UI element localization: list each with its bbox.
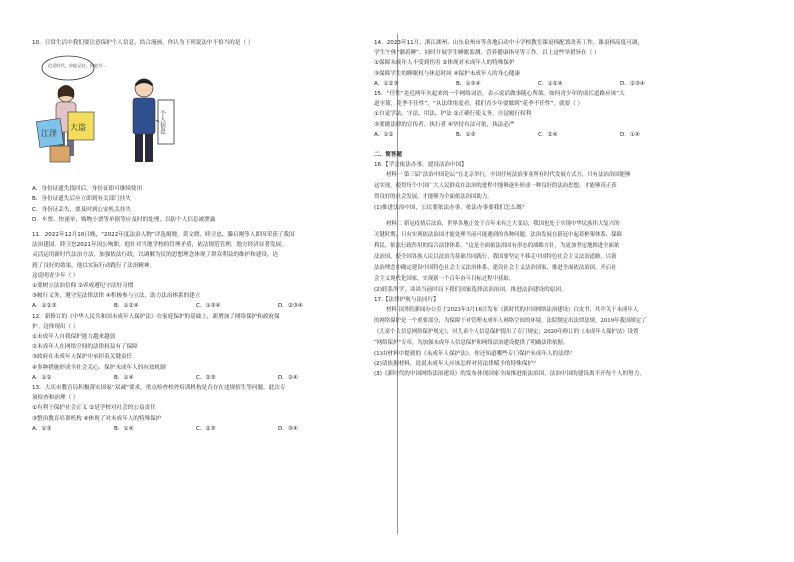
q15-options: [374, 130, 766, 140]
q17-material-line: 的网络保护是一个重要部分，为保障于对管理未成年人网络空间的环境，法院制定出法律法规。2019年我国制定了: [374, 318, 647, 325]
q12-item: ①未成年人自我保护能力越来越弱: [32, 334, 116, 341]
q12-option-a: A．①②: [32, 374, 52, 381]
q12-options: [32, 373, 360, 383]
q13-item: ③整治教育培训机构 ④体现了对未成年人的特殊保护: [32, 415, 162, 422]
left-column: [32, 38, 360, 434]
q17-material-line: “网络保护”专章，为加强未成年人信息保护和网络法治建设提供了明确法律依据。: [374, 340, 569, 347]
q12-item: ③政府在未成年人保护中承担着关键责任: [32, 354, 133, 361]
q12-item: ④多种措施形成全社会关心、保护未成年人的有效机制: [32, 364, 166, 371]
cartoon-sign-text: 个人信息: [158, 110, 166, 135]
q11-line: 灵活运用新时代法治方法，加强依法行政，以调解为民的思想理念体现了群众利益的维护和建设，达: [32, 252, 279, 259]
q16-question1: (1)推进法治中国，公民要依法办事。依法办事要我们怎么做？: [374, 205, 528, 212]
q14-item: ①保障未成年人不受到伤害 ②体现对未成年人的特殊保护: [374, 60, 515, 67]
q11-option-d: D．②③④: [278, 303, 303, 310]
q16-material1-line: 材料一 第三届“法治中国论坛”在北京举行，中国任何法治事业所有时代发展方式方，只有法治治国能够: [386, 172, 631, 179]
q17-title: 17.【法律护航与法同行】: [374, 296, 439, 303]
q16-material2-line: 会主义现代化国家，实现新一个百年奋斗目标过程中获取。: [374, 275, 515, 282]
q10-stem: 10．日常生活中我们要注意保护个人信息，结合漫画，你认为下列说法中不恰当的是（ ）: [32, 40, 254, 46]
cartoon-bag1-text: 江洋: [41, 129, 57, 139]
q14-options: [374, 79, 766, 89]
q12-option-c: C．②③: [196, 374, 216, 381]
q10-option-c: C．身份证丢失，要及时到公安机关挂失: [32, 206, 132, 213]
right-column: [374, 38, 766, 380]
q15-option-b: B．①③: [456, 131, 476, 138]
q14-option-b: B．①③④: [456, 80, 481, 87]
q14-item: ③保障学生的睡眠权与休息时间 ④保护未成年人的身心健康: [374, 70, 521, 77]
q11-line: 11．2022年12月10日晚，“2022年度法治人物”评选揭晓。黄文晓、睦卫忠、滕启刚等人即因荣获了我国: [32, 232, 295, 239]
cartoon-illustration: [32, 50, 182, 180]
q13-option-a: A．①③: [32, 425, 52, 432]
section-heading: 二、简答题: [374, 152, 402, 159]
q15-option-c: C．②④: [538, 131, 558, 138]
q17-material-line: 《儿童个人信息网络保护规定》，对儿童个人信息保护提出了专门规定；2020年修订的《未成年人保护法》设置: [374, 329, 639, 336]
q13-option-d: D．③④: [278, 425, 298, 432]
q17-question: (1)由材料中提到的《未成年人保护法》，你还知道哪些专门保护未成年人的法律？: [374, 351, 575, 358]
q13-option-c: C．②③: [196, 425, 216, 432]
q13-item: ①有利于保护社会正义 ②是学校对社会的公益责任: [32, 405, 156, 412]
q17-question: (2)请依据材料，说说未成年人应该怎样对待法律赋予的特殊保护？: [374, 361, 539, 368]
q10-option-b: B．身份证遗失后应立即到有关部门挂失: [32, 196, 131, 203]
q14-option-d: D．②③④: [620, 80, 645, 87]
q15-option-d: D．①④: [620, 131, 640, 138]
q13-options: [32, 424, 360, 434]
q16-question2: (2)联系所学，谈谈当前时局下我们国家选择法治治国，推进法治建设的原因。: [374, 286, 567, 293]
cartoon-bubble-text: 信息时代，你能记住，你能付…: [48, 63, 107, 69]
q15-line: 道至简，花季不任性”。“从法律角度看，我们青少年要做到“花季不任性”，就要（ ）: [374, 101, 584, 108]
q14-option-c: C．①②④: [538, 80, 563, 87]
q10-option-a: A．身份证遗失找回后，身份证即可继续使用: [32, 186, 143, 193]
q11-item: ①要树立法治信仰 ②养成遵纪守法好习惯: [32, 283, 134, 290]
q11-line: 到了良好的效果，他以实际行动践行了法治精神。: [32, 262, 156, 269]
cartoon-bag2-text: 大盗: [70, 123, 86, 133]
q17-question: (3)《新时代的中国网络法治建设》的发布体现国家全面推进依法治国，法治中国的建设离不开每个人的努力，: [374, 371, 645, 378]
q12-option-b: B．①④: [114, 374, 134, 381]
q11-line: 法治建国。睦卫忠2021年因公殉职，他针对当地学校的管理矛盾，依法规范管理，地方经济显著发展，: [32, 242, 287, 249]
q14-line: 14．2023年11月，浙江湖州、山东泉州市等各地启动中小学校教室课桌椅配置改善工作，课桌椅高度可调，: [374, 40, 644, 46]
q13-line: 项检查和治理（ ）: [32, 395, 79, 402]
q11-prompt: 这说明青少年（ ）: [32, 272, 79, 279]
q11-options: [32, 301, 360, 311]
q17-material-line: 材料 国务院新闻办公室于2023年3月16日发布《新时代的中国网络法治建设》白皮书，其中关于未成年人: [386, 307, 639, 314]
q12-line: 护。这体现出（ ）: [32, 323, 79, 330]
q14-option-a: A．①②③: [374, 80, 399, 87]
q16-material2-line: 关键时期，只有实现依法治国才能处理当前可能遇到的各种问题。法治发展在新冠中起着框架体系、保障: [374, 231, 622, 238]
q10-cartoon: [32, 50, 182, 180]
q12-option-d: D．②④: [278, 374, 298, 381]
q16-material2-line: 法治理念中确定建设中国特色社会主义法治体系，建设社会主义法治国家，推进全面依法治国，开启社: [374, 264, 617, 271]
q11-option-c: C．①③④: [196, 303, 221, 310]
q15-item: ①自觉学法、守法、用法、护法 ②正确行使义务，自觉履行权利: [374, 111, 532, 118]
q10-option-d: D．车票、快递单、购物小票等单据等应及时的处理，以防个人信息被泄露: [32, 216, 216, 223]
q16-material2-line: 材料二 新冠疫情后法治，世界各地正处于百年未有之大变局，我国也处于实现中华民族伟大复兴的: [386, 220, 620, 227]
q16-material1-line: 得良好的社会发展，才能够为全面依法治国助力。: [374, 194, 493, 201]
q13-line: 13．大庆市教育局积极落实国家“双减”要求，重点检查校外培训机构是否存在违规招生等问题。此次专: [32, 385, 286, 392]
q15-item: ③要做法律的宣传者、执行者 ④坚持有法可依，执法必严: [374, 121, 515, 128]
q13-option-b: B．①④: [114, 425, 134, 432]
q12-line: 12．新修订的《中华人民共和国未成年人保护法》在家庭保护的基础上，新增加了网络保护和政府保: [32, 313, 280, 320]
q12-item: ②未成年人在网络空间的法律权益有了保障: [32, 344, 138, 351]
q16-material1-line: 这实现，使得每个中国广大人民群众在法治的进程中能够逐步形成一种良好的法治思想，才能够真正获: [374, 183, 617, 190]
q15-option-a: A．①②: [374, 131, 394, 138]
q11-item: ③履行义务，遵守宪法律法律 ④积极参与立法，助力法治体系的建立: [32, 293, 201, 300]
q11-option-b: B．①②④: [114, 303, 139, 310]
q11-option-a: A．①②③: [32, 303, 57, 310]
q14-line: 学生午休“躺着睡”，同时开展学生睡眠监测、营养健康指导等工作。以上这些举措旨在（ ）: [374, 50, 600, 57]
q16-material2-line: 法治国，使全国各族人民以法治为基础共同践行，我国要坚定不移走中国特色社会主义法治道路，以新: [374, 253, 617, 260]
q16-material2-line: 利民、依法行政作用的综合法律体系。“这是全面依法治国有形态的战略方针，为更加坚定地推进全面依: [374, 242, 620, 249]
q15-line: 15．“任性”是近两年火起来的一个网络词语，表示说话做事随心所欲。如何青少年的成长道路应该“大: [374, 91, 625, 98]
q16-title: 16.【学会依法办事，建设法治中国】: [374, 162, 467, 169]
